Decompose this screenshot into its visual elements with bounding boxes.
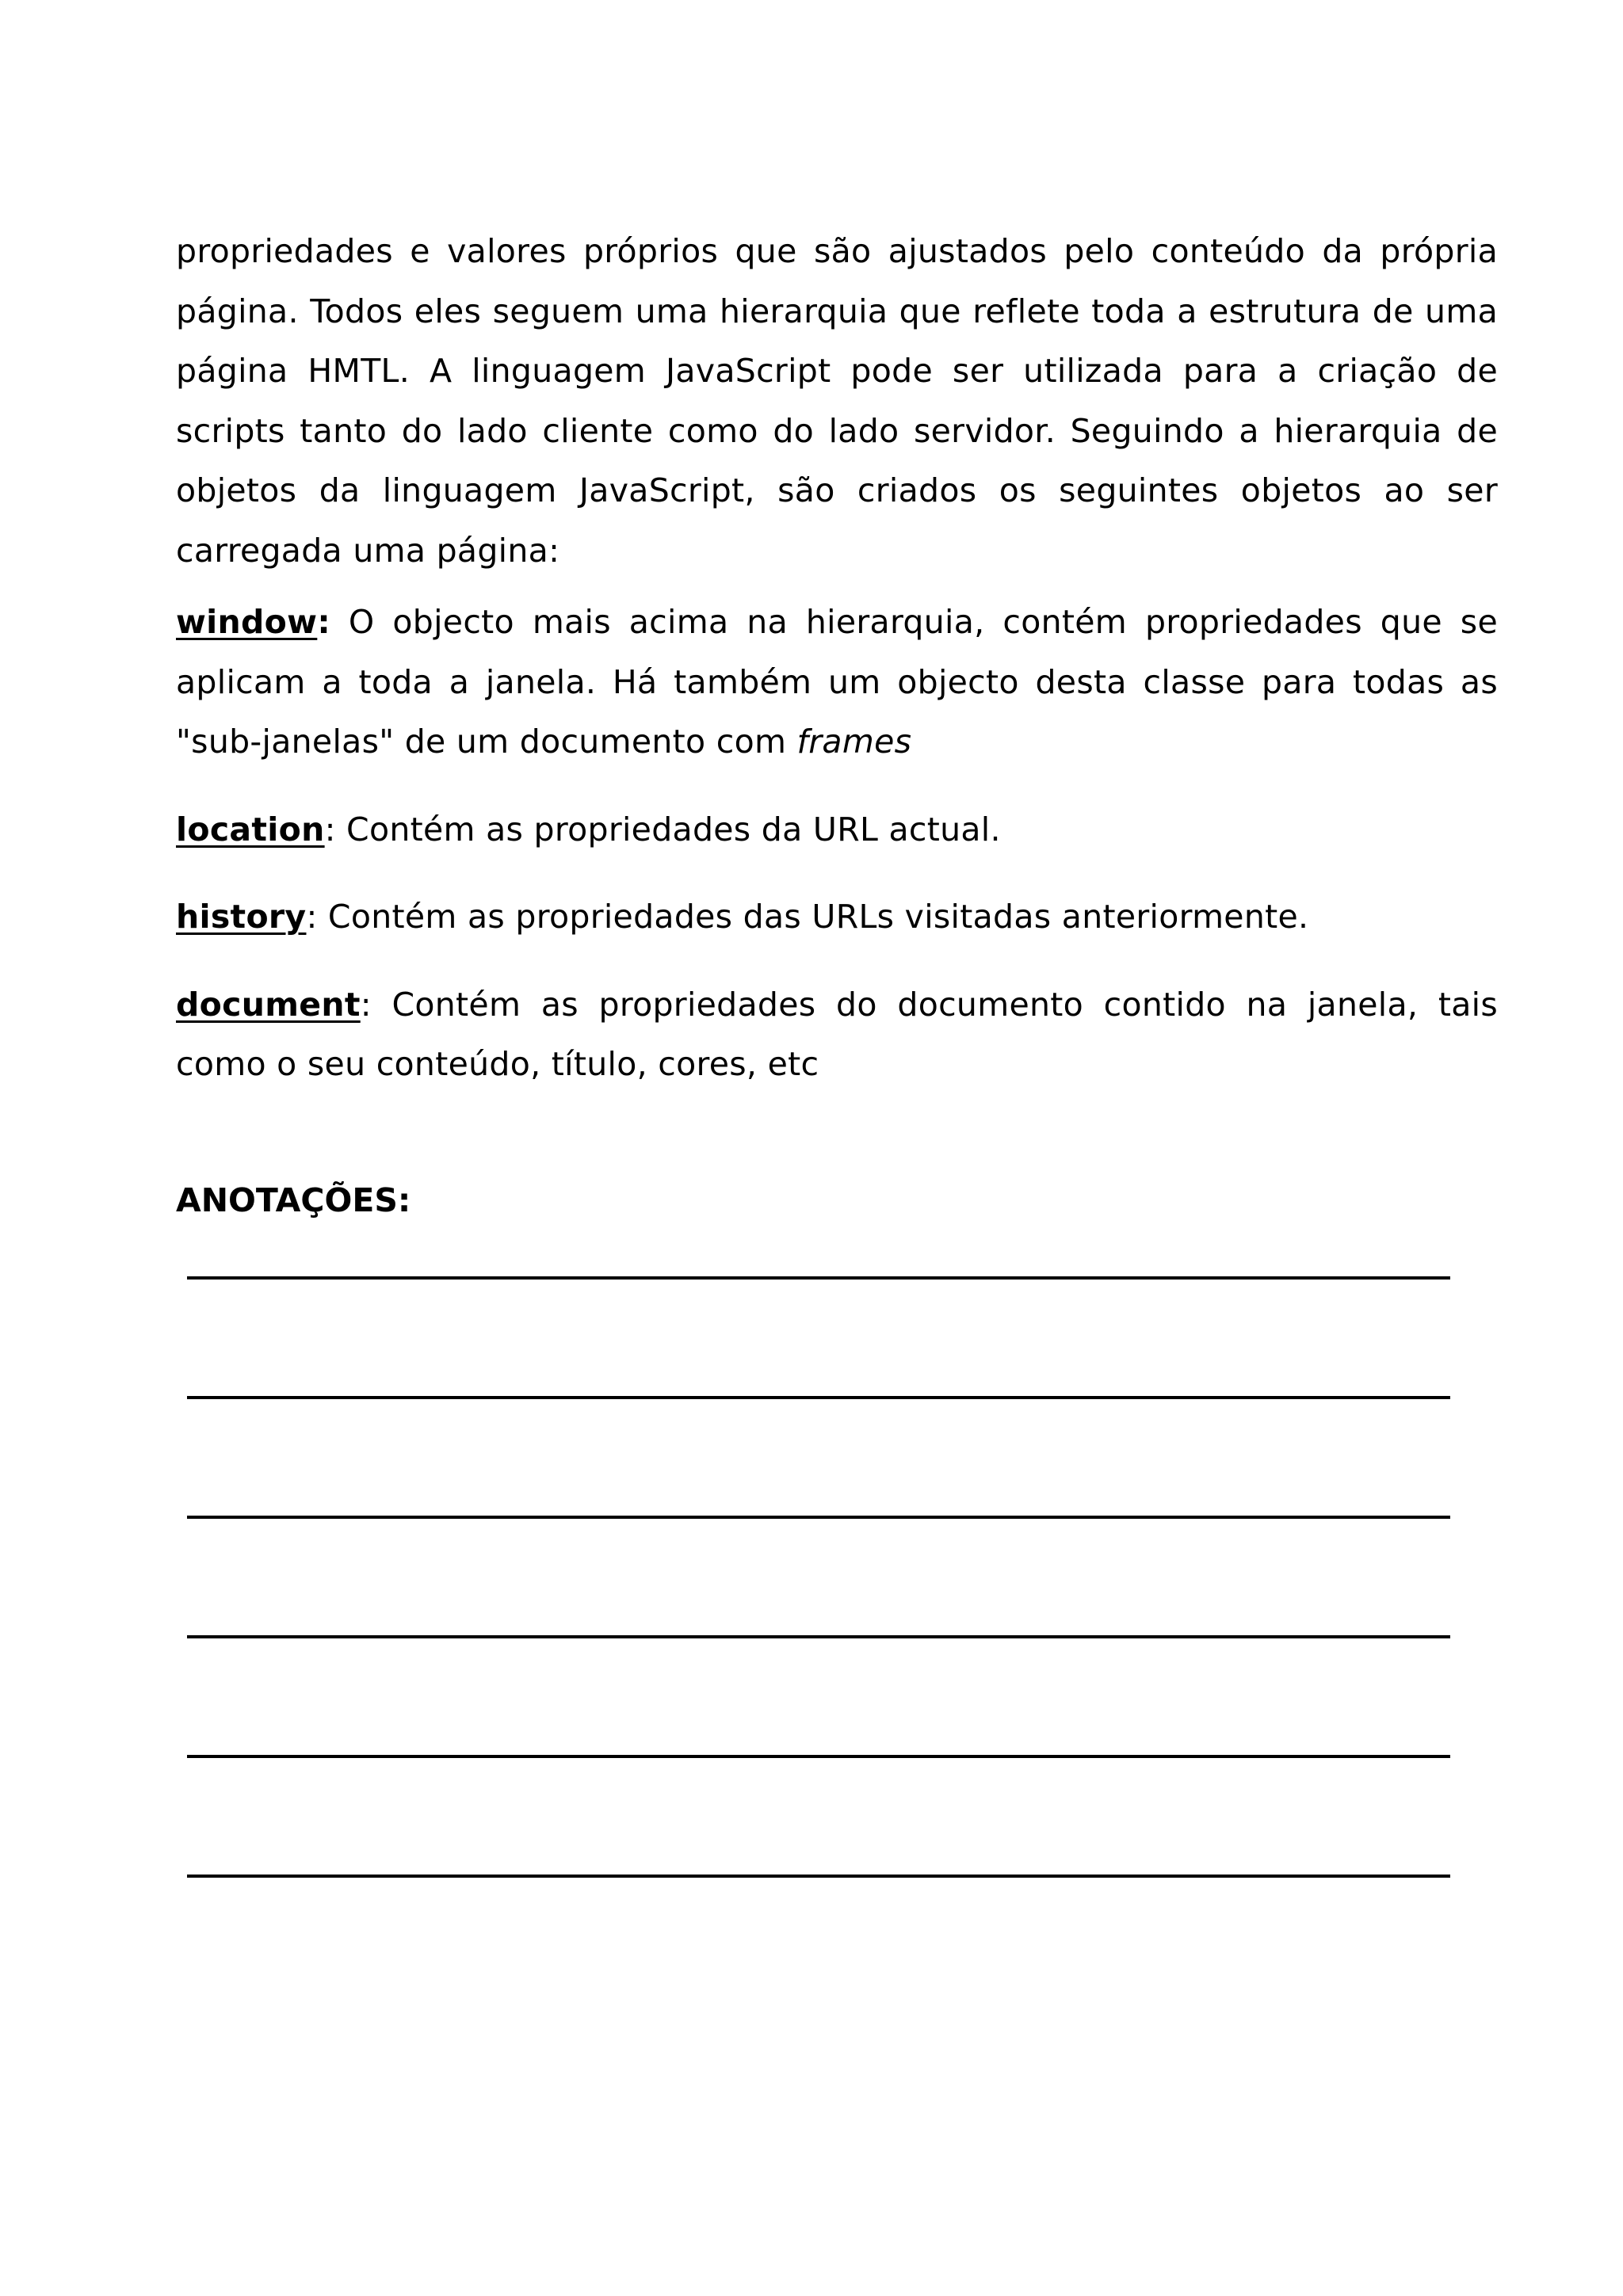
term-location: location <box>176 810 325 849</box>
document-body <box>176 222 1498 1123</box>
definition-history-text: : Contém as propriedades das URLs visitadas anteriormente. <box>306 898 1309 936</box>
definition-document-text: : Contém as propriedades do documento contido na janela, tais como o seu conteúdo, título, cores, etc <box>176 985 1498 1083</box>
notes-title: ANOTAÇÕES: <box>176 1181 411 1219</box>
definition-location-text: : Contém as propriedades da URL actual. <box>324 810 1001 849</box>
definition-history <box>176 887 1498 948</box>
definition-document <box>176 975 1498 1095</box>
notes-line <box>187 1276 1450 1280</box>
term-window-colon: : <box>317 603 331 641</box>
term-window: window <box>176 603 318 641</box>
intro-paragraph: propriedades e valores próprios que são ajustados pelo conteúdo da própria página. Todos eles seguem uma hierarquia que reflete toda a estrutura de uma página HMTL. A linguagem JavaScript pode ser utilizada para a criação de scripts tanto do lado cliente como do lado servidor. Seguindo a hierarquia de objetos da linguagem JavaScript, são criados os seguintes objetos ao ser carregada uma página: <box>176 232 1498 570</box>
notes-line <box>187 1875 1450 1878</box>
notes-line <box>187 1516 1450 1519</box>
notes-line <box>187 1755 1450 1758</box>
term-document: document <box>176 985 361 1024</box>
definition-window-emphasis: frames <box>796 723 912 761</box>
definition-window <box>176 593 1498 772</box>
notes-line <box>187 1396 1450 1399</box>
definition-location <box>176 800 1498 860</box>
notes-line <box>187 1635 1450 1638</box>
term-history: history <box>176 898 307 936</box>
definition-window-text: O objecto mais acima na hierarquia, contém propriedades que se aplicam a toda a janela. Há também um objecto desta classe para todas as "sub-janelas" de um documento com <box>176 603 1498 761</box>
